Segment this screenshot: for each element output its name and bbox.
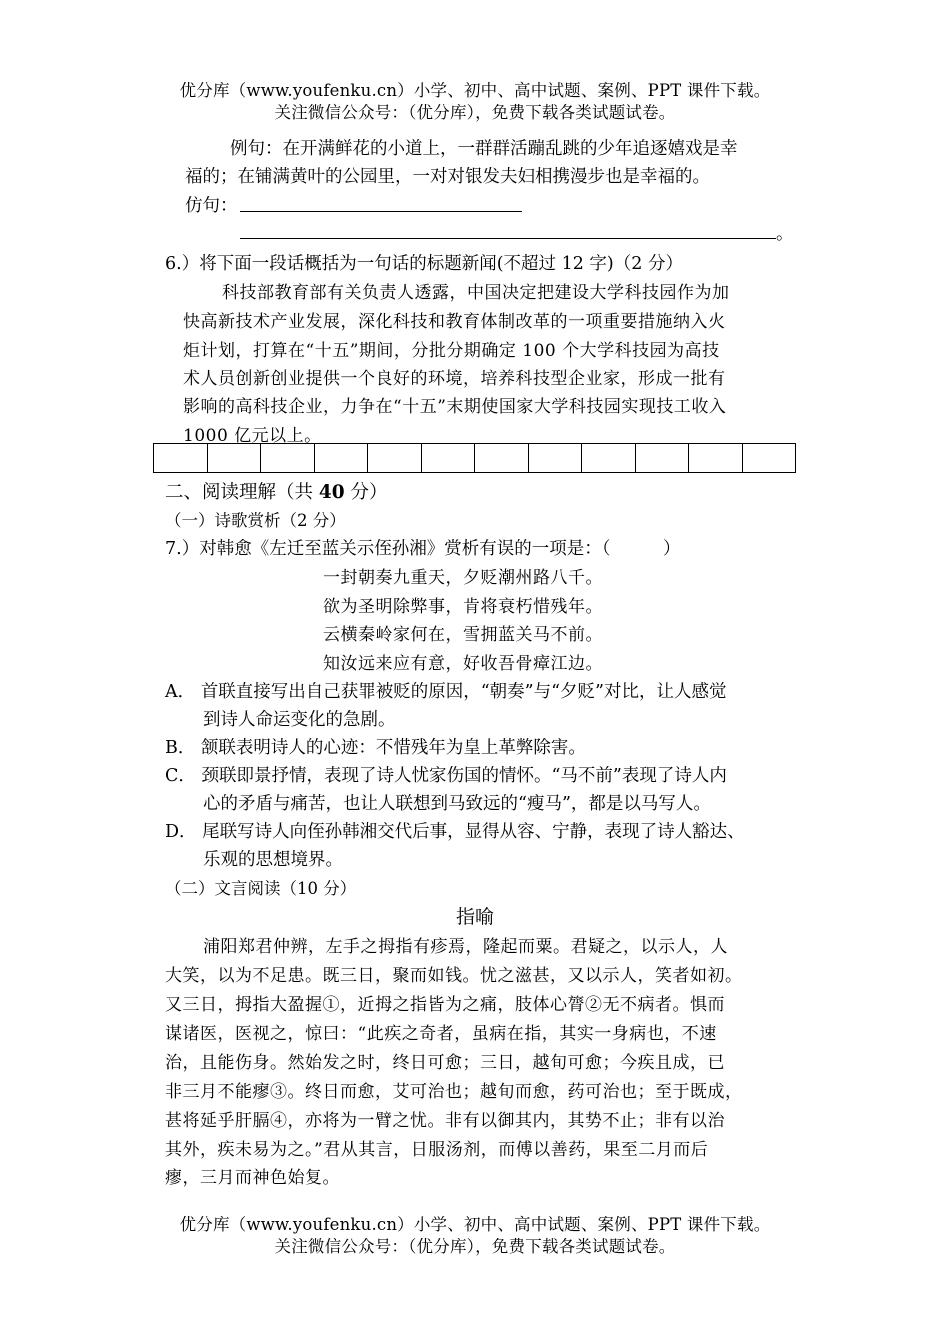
classical-line: 治，且能伤身。然始发之时，终日可愈；三日，越旬可愈；今疾且成，已 — [165, 1053, 725, 1073]
classical-line: 其外，疾未易为之。”君从其言，日服汤剂，而傅以善药，果至二月而后 — [165, 1140, 709, 1160]
header-line-1: 优分库（www.youfenku.cn）小学、初中、高中试题、案例、PPT 课件下载。 — [179, 81, 771, 100]
poem-line: 云横秦岭家何在，雪拥蓝关马不前。 — [323, 625, 603, 645]
q5-end-mark: 。 — [776, 224, 794, 244]
poem-line: 知汝远来应有意，好收吾骨瘴江边。 — [323, 654, 603, 674]
q5-answer-line-2[interactable] — [240, 238, 776, 239]
q6-answer-grid — [153, 443, 796, 473]
classical-line: 大笑，以为不足患。既三日，聚而如钱。忧之滋甚，又以示人，笑者如初。 — [165, 966, 743, 986]
option-d[interactable]: D． 尾联写诗人向侄孙韩湘交代后事，显得从容、宁静，表现了诗人豁达、 — [165, 822, 745, 842]
answer-cell[interactable] — [315, 444, 369, 472]
option-d-cont: 乐观的思想境界。 — [203, 850, 343, 870]
answer-cell[interactable] — [154, 444, 208, 472]
answer-cell[interactable] — [475, 444, 529, 472]
option-c[interactable]: C． 颈联即景抒情，表现了诗人忧家伤国的情怀。“马不前”表现了诗人内 — [165, 766, 727, 786]
footer-line-2: 关注微信公众号：（优分库），免费下载各类试题试卷。 — [274, 1237, 676, 1256]
q6-passage-line: 快高新技术产业发展，深化科技和教育体制改革的一项重要措施纳入火 — [183, 312, 726, 332]
classical-line: 甚将延乎肝膈④，亦将为一臂之忧。非有以御其内，其势不止；非有以治 — [165, 1111, 725, 1131]
answer-cell[interactable] — [689, 444, 743, 472]
q5-answer-line-1[interactable] — [240, 211, 522, 212]
option-a-cont: 到诗人命运变化的急剧。 — [203, 710, 396, 730]
classical-line: 非三月不能瘳③。终日而愈，艾可治也；越旬而愈，药可治也；至于既成， — [165, 1082, 743, 1102]
classical-line: 浦阳郑君仲辨，左手之拇指有疹焉，隆起而粟。君疑之，以示人，人 — [203, 937, 728, 957]
passage-title: 指喻 — [455, 906, 494, 928]
section-2-title: 二、阅读理解（共 40 分） — [165, 482, 388, 503]
q6-passage-line: 科技部教育部有关负责人透露，中国决定把建设大学科技园作为加 — [222, 283, 730, 303]
q5-example-line-1: 例句：在开满鲜花的小道上，一群群活蹦乱跳的少年追逐嬉戏是幸 — [230, 139, 738, 159]
q6-passage-line: 术人员创新创业提供一个良好的环境，培养科技型企业家，形成一批有 — [183, 369, 726, 389]
q5-example-line-2: 福的；在铺满黄叶的公园里，一对对银发夫妇相携漫步也是幸福的。 — [185, 167, 710, 187]
footer-line-1: 优分库（www.youfenku.cn）小学、初中、高中试题、案例、PPT 课件下载。 — [179, 1215, 771, 1234]
answer-cell[interactable] — [743, 444, 796, 472]
option-c-cont: 心的矛盾与痛苦，也让人联想到马致远的“瘦马”，都是以马写人。 — [203, 794, 711, 814]
classical-line: 谋诸医，医视之，惊曰：“此疾之奇者，虽病在指，其实一身病也，不速 — [165, 1024, 717, 1044]
answer-cell[interactable] — [208, 444, 262, 472]
answer-cell[interactable] — [261, 444, 315, 472]
classical-line: 瘳，三月而神色始复。 — [165, 1168, 340, 1188]
q7-question: 7.）对韩愈《左迁至蓝关示侄孙湘》赏析有误的一项是：（ ） — [165, 539, 681, 559]
answer-cell[interactable] — [422, 444, 476, 472]
classical-line: 又三日，拇指大盈握①，近拇之指皆为之痛，肢体心膂②无不病者。惧而 — [165, 995, 725, 1015]
header-line-2: 关注微信公众号：（优分库），免费下载各类试题试卷。 — [274, 103, 676, 122]
answer-cell[interactable] — [636, 444, 690, 472]
poem-line: 一封朝奏九重天，夕贬潮州路八千。 — [323, 568, 603, 588]
part-2-title: （二）文言阅读（10 分） — [165, 879, 357, 898]
part-1-title: （一）诗歌赏析（2 分） — [165, 511, 346, 530]
q6-passage-line: 影响的高科技企业，力争在“十五”末期使国家大学科技园实现技工收入 — [183, 397, 727, 417]
answer-cell[interactable] — [368, 444, 422, 472]
q6-question: 6.）将下面一段话概括为一句话的标题新闻(不超过 12 字)（2 分） — [165, 254, 683, 274]
q6-passage-line: 炬计划，打算在“十五”期间，分批分期确定 100 个大学科技园为高技 — [183, 341, 720, 361]
option-b[interactable]: B． 颔联表明诗人的心迹：不惜残年为皇上革弊除害。 — [165, 738, 586, 758]
answer-cell[interactable] — [582, 444, 636, 472]
q6-passage-line: 1000 亿元以上。 — [183, 426, 322, 446]
poem-line: 欲为圣明除弊事，肯将衰朽惜残年。 — [323, 597, 603, 617]
answer-cell[interactable] — [529, 444, 583, 472]
q5-imitate-label: 仿句： — [185, 196, 238, 216]
option-a[interactable]: A． 首联直接写出自己获罪被贬的原因，“朝奏”与“夕贬”对比，让人感觉 — [165, 682, 727, 702]
